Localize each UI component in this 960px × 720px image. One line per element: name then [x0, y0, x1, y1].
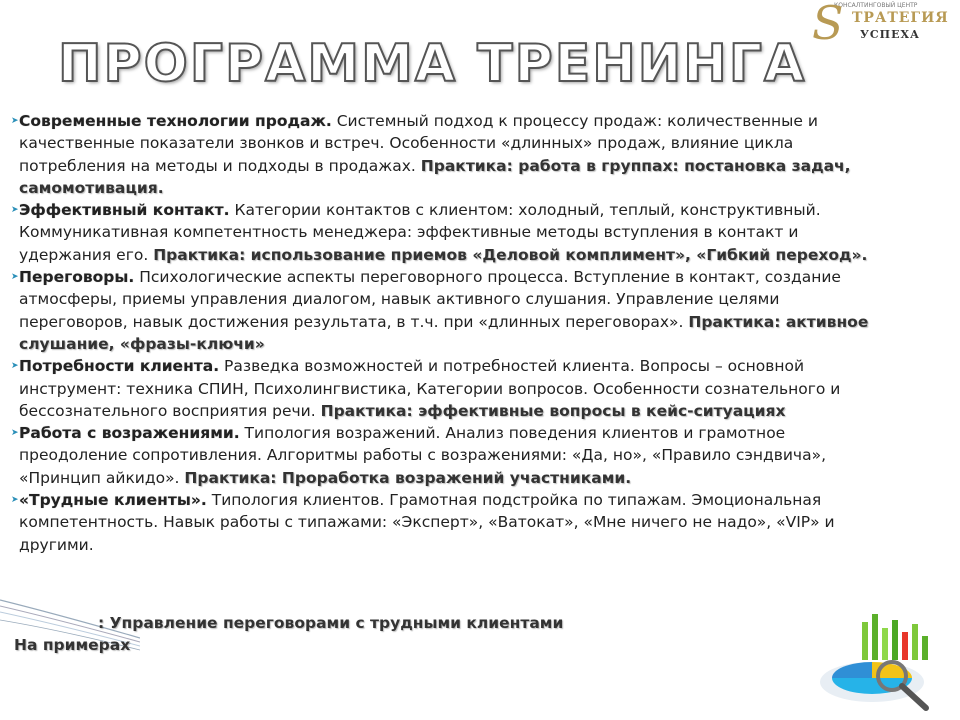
bullet-arrow-icon: ➤ — [11, 272, 19, 283]
trailer-line-2: На примерах — [14, 636, 131, 654]
item-body: Типология возражений. Анализ поведения клиентов и грамотное преодоление сопротивления. Алгоритмы работы с возражениями: «Да, но», «Правило сэндвича», «Принцип айкидо». — [19, 424, 826, 487]
slide-title: ПРОГРАММА ТРЕНИНГА — [58, 34, 807, 94]
list-item — [12, 422, 872, 489]
item-heading: Современные технологии продаж. — [19, 112, 332, 130]
bullet-arrow-icon: ➤ — [11, 428, 19, 439]
logo-word-strategy: ТРАТЕГИЯ — [852, 10, 949, 26]
bullet-arrow-icon: ➤ — [11, 361, 19, 372]
item-body: Типология клиентов. Грамотная подстройка по типажам. Эмоциональная компетентность. Навык работы с типажами: «Эксперт», «Ватокат», «Мне ничего не надо», «VIP» и другими. — [19, 491, 835, 554]
list-item — [12, 355, 872, 422]
item-heading: Переговоры. — [19, 268, 135, 287]
chart-magnifier-illustration — [802, 602, 960, 720]
list-item — [12, 489, 872, 556]
bullet-arrow-icon: ➤ — [11, 116, 19, 126]
trailer-line-1: : Управление переговорами с трудными клиентами — [98, 614, 564, 632]
list-item — [12, 266, 872, 355]
item-practice: Практика: Проработка возражений участниками. — [184, 468, 632, 487]
program-list — [12, 110, 872, 556]
company-logo — [812, 0, 952, 50]
list-item — [12, 199, 872, 266]
item-body: Разведка возможностей и потребностей клиента. Вопросы – основной инструмент: техника СПИН, Психолингвистика, Категории вопросов. Особенности сознательного и бессознательного восприятия речи. — [19, 357, 841, 420]
item-practice: Практика: использование приемов «Деловой комплимент», «Гибкий переход». — [153, 245, 868, 264]
item-heading: Работа с возражениями. — [19, 424, 240, 443]
item-body: Категории контактов с клиентом: холодный, теплый, конструктивный. Коммуникативная компетентность менеджера: эффективные методы вступления в контакт и удержания его. — [19, 201, 821, 264]
trailer-text — [14, 612, 563, 656]
item-heading: «Трудные клиенты». — [19, 491, 207, 510]
logo-letter: S — [812, 0, 844, 50]
item-practice: Практика: эффективные вопросы в кейс-ситуациях — [320, 401, 786, 420]
item-practice: Практика: работа в группах: постановка задач, самомотивация. — [19, 156, 851, 197]
bullet-arrow-icon: ➤ — [11, 495, 19, 506]
bullet-arrow-icon: ➤ — [11, 205, 19, 216]
item-body: Психологические аспекты переговорного процесса. Вступление в контакт, создание атмосферы, приемы управления диалогом, навык активного слушания. Управление целями переговоров, навык достижения результата, в т.ч. при «длинных переговорах». — [19, 268, 841, 331]
item-heading: Потребности клиента. — [19, 357, 220, 376]
logo-word-success: УСПЕХА — [860, 28, 920, 41]
item-body: Системный подход к процессу продаж: количественные и качественные показатели звонков и встреч. Особенности «длинных» продаж, влияние цикла потребления на методы и подходы в продажах. — [19, 112, 818, 175]
logo-top-text: КОНСАЛТИНГОВЫЙ ЦЕНТР — [834, 2, 918, 9]
item-practice: Практика: активное слушание, «фразы-ключи» — [19, 312, 869, 353]
item-heading: Эффективный контакт. — [19, 201, 230, 220]
list-item — [12, 110, 872, 199]
